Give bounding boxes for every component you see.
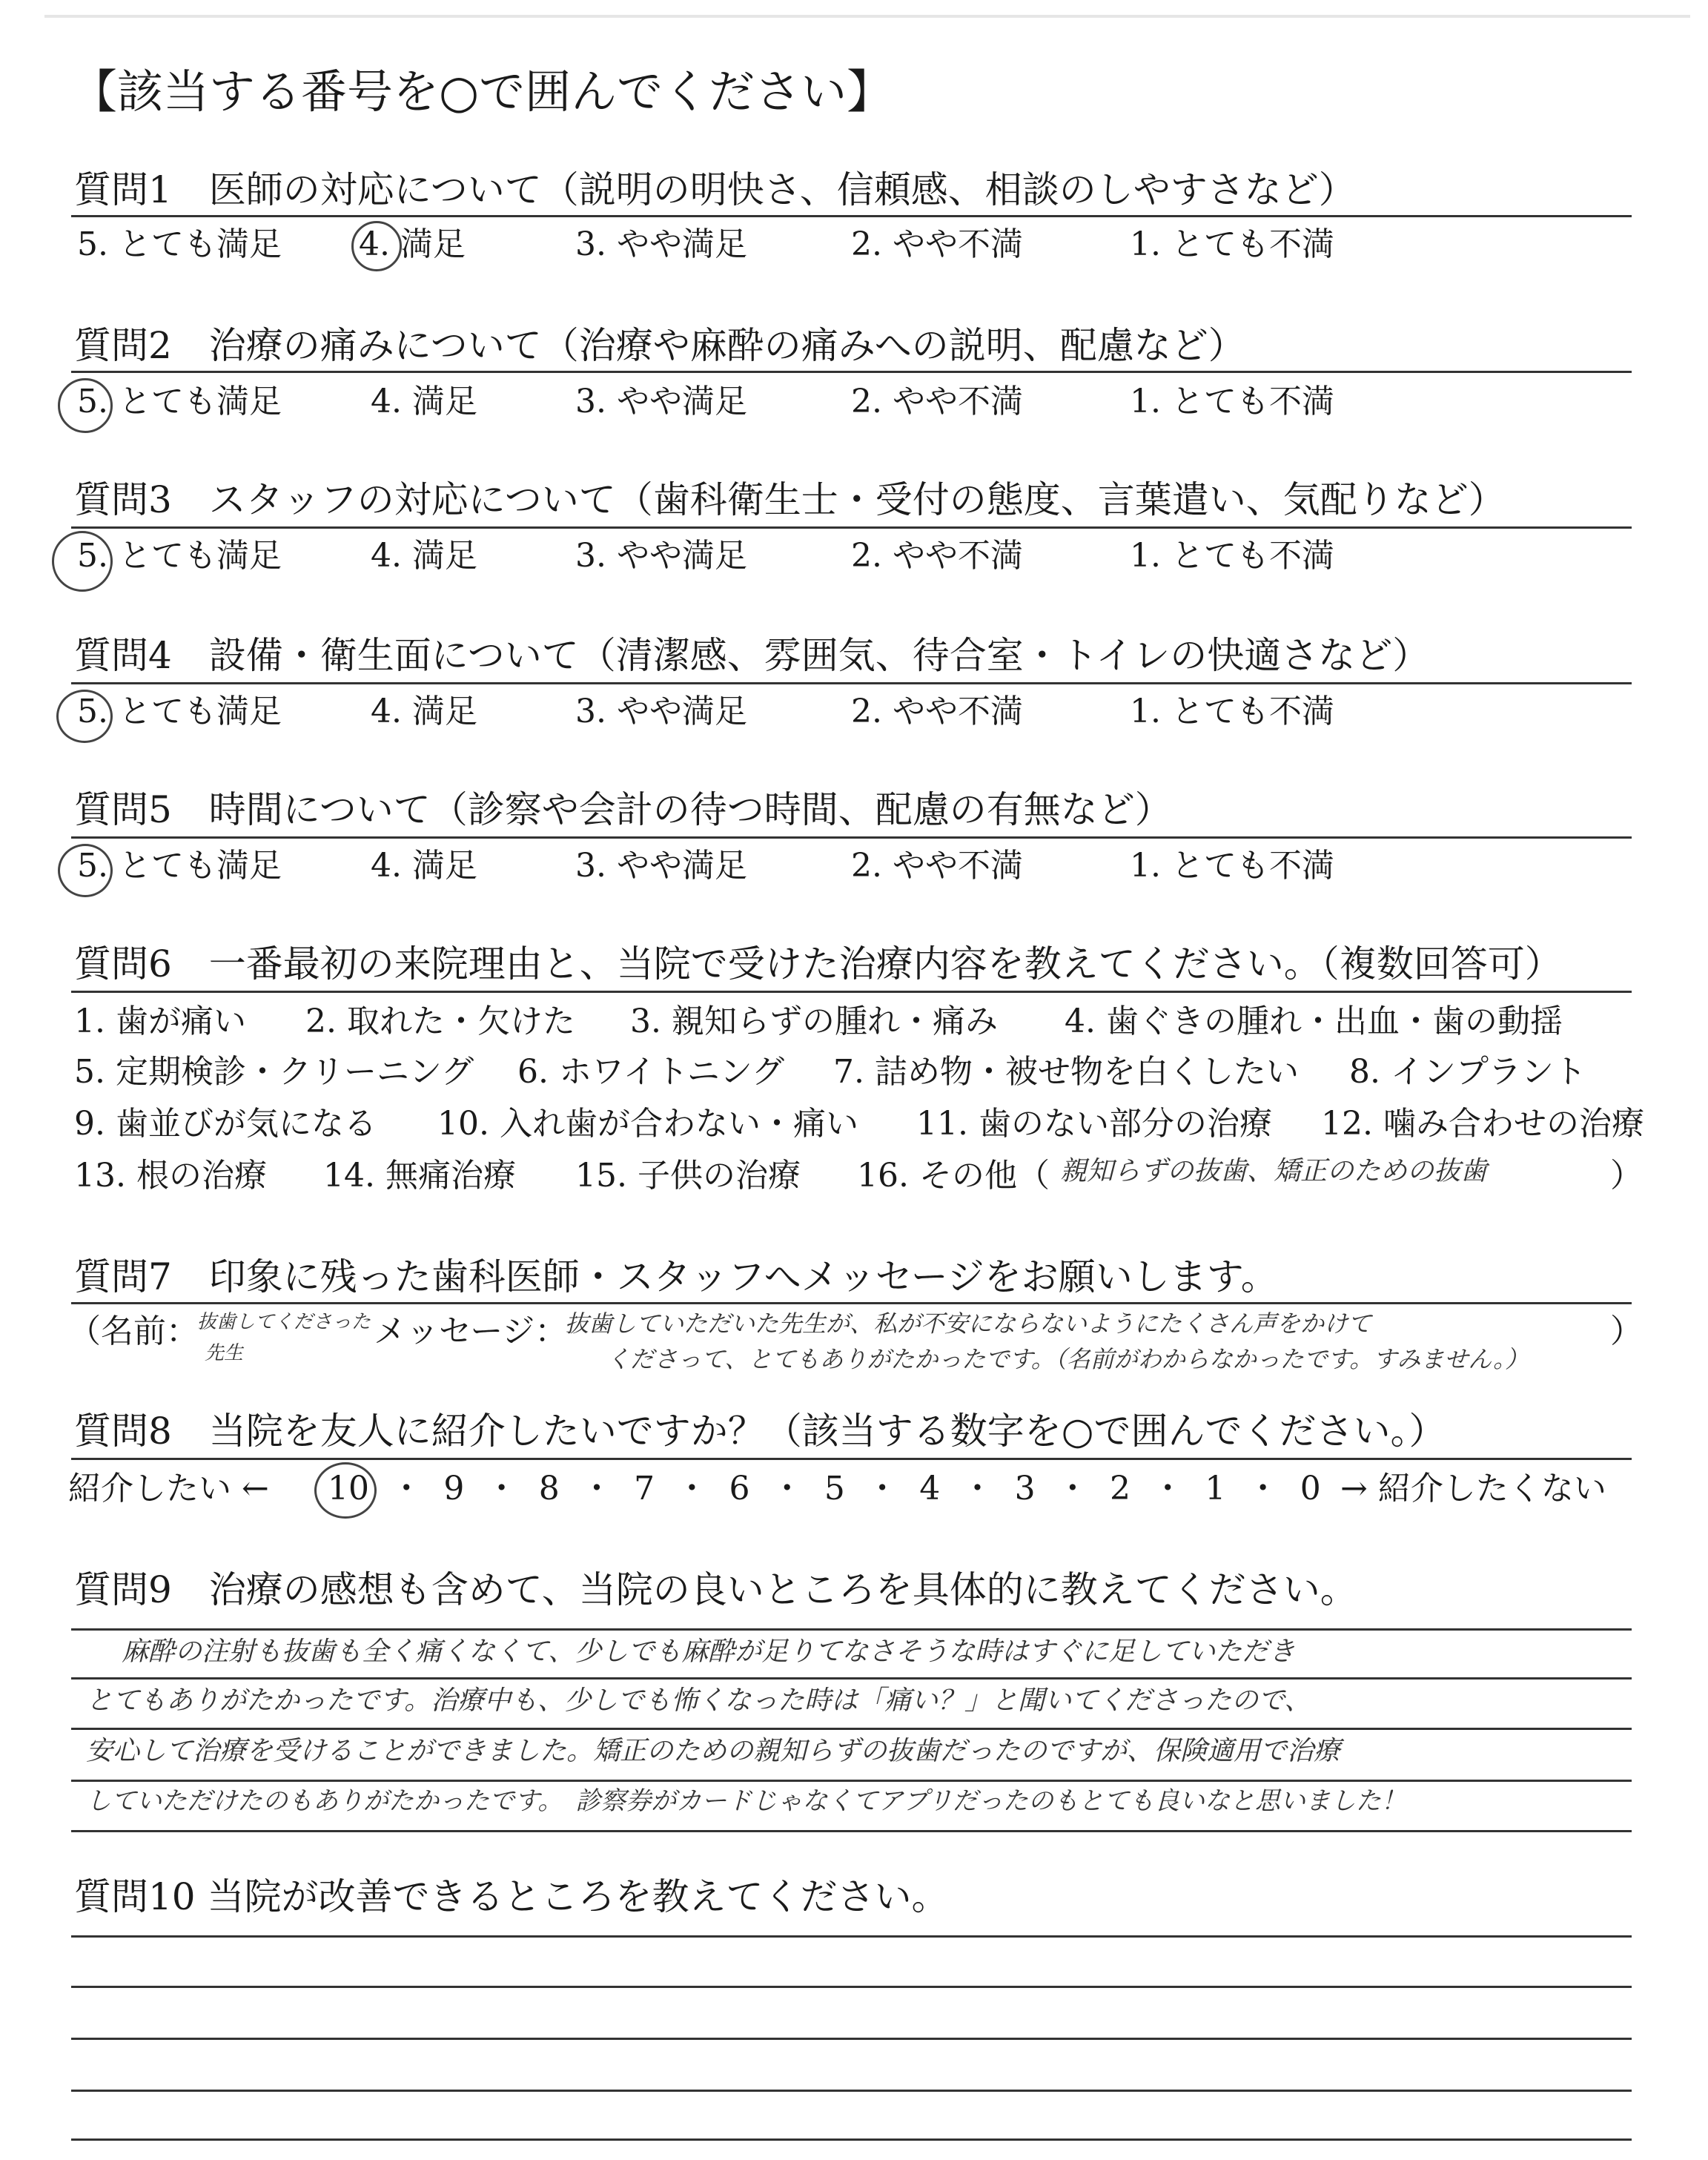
q1-option-4[interactable]: 4. 満足 <box>359 225 466 263</box>
q4-option-3[interactable]: 3. やや満足 <box>575 693 747 730</box>
q5-rule <box>71 836 1632 839</box>
q10-rule-1 <box>71 1935 1632 1938</box>
q5-selected-circle <box>58 844 113 897</box>
q6-other-close: ） <box>1610 1157 1643 1195</box>
q6-option-3[interactable]: 3. 親知らずの腫れ・痛み <box>630 1003 998 1040</box>
q6-option-5[interactable]: 5. 定期検診・クリーニング <box>74 1053 474 1091</box>
q2-title: 質問2 治療の痛みについて（治療や麻酔の痛みへの説明、配慮など） <box>74 324 1245 367</box>
q8-scale-4[interactable]: 4 <box>919 1470 941 1507</box>
q8-scale-dot: ・ <box>485 1470 518 1507</box>
q9-answer-line3[interactable]: 安心して治療を受けることができました。矯正のための親知らずの抜歯だったのですが、保険適用で治療 <box>86 1736 1341 1766</box>
q4-title: 質問4 設備・衛生面について（清潔感、雰囲気、待合室・トイレの快適さなど） <box>74 634 1430 677</box>
q5-option-1[interactable]: 1. とても不満 <box>1130 847 1334 885</box>
q8-scale-dot: ・ <box>1056 1470 1089 1507</box>
q6-option-9[interactable]: 9. 歯並びが気になる <box>74 1105 377 1143</box>
q2-option-1[interactable]: 1. とても不満 <box>1130 383 1334 420</box>
q8-scale-dot: ・ <box>580 1470 613 1507</box>
q7-message-label: メッセージ： <box>374 1312 568 1350</box>
q5-option-2[interactable]: 2. やや不満 <box>851 847 1023 885</box>
q3-option-3[interactable]: 3. やや満足 <box>575 537 747 575</box>
q9-answer-line2[interactable]: とてもありがたかったです。治療中も、少しでも怖くなった時は「痛い？」と聞いてくださったので、 <box>86 1685 1311 1716</box>
q6-option-8[interactable]: 8. インプラント <box>1349 1053 1586 1091</box>
q1-rule <box>71 215 1632 217</box>
q9-rule-4 <box>71 1780 1632 1782</box>
q6-option-7[interactable]: 7. 詰め物・被せ物を白くしたい <box>833 1053 1299 1091</box>
q4-option-2[interactable]: 2. やや不満 <box>851 693 1023 730</box>
q10-rule-4 <box>71 2090 1632 2092</box>
q8-scale-dot: ・ <box>1246 1470 1280 1507</box>
q7-name-label: （名前： <box>68 1312 199 1350</box>
q8-selected-circle <box>314 1462 377 1519</box>
q6-option-16[interactable]: 16. その他（ <box>857 1157 1050 1195</box>
q2-option-5[interactable]: 5. とても満足 <box>77 383 282 420</box>
q4-option-4[interactable]: 4. 満足 <box>371 693 477 730</box>
q6-option-13[interactable]: 13. 根の治療 <box>74 1157 267 1195</box>
q8-scale <box>328 1468 1321 1510</box>
q8-scale-8[interactable]: 8 <box>538 1470 560 1507</box>
q3-option-5[interactable]: 5. とても満足 <box>77 537 282 575</box>
q8-rule <box>71 1458 1632 1460</box>
q8-scale-dot: ・ <box>675 1470 709 1507</box>
q7-close-paren: ） <box>1610 1312 1643 1350</box>
q6-option-15[interactable]: 15. 子供の治療 <box>575 1157 801 1195</box>
q8-scale-dot: ・ <box>770 1470 804 1507</box>
q1-option-2[interactable]: 2. やや不満 <box>851 225 1023 263</box>
q5-option-5[interactable]: 5. とても満足 <box>77 847 282 885</box>
q8-scale-5[interactable]: 5 <box>824 1470 845 1507</box>
q6-option-11[interactable]: 11. 歯のない部分の治療 <box>916 1105 1272 1143</box>
q9-rule-1 <box>71 1628 1632 1631</box>
q9-rule-2 <box>71 1677 1632 1680</box>
q8-scale-1[interactable]: 1 <box>1205 1470 1226 1507</box>
q9-rule-5 <box>71 1830 1632 1832</box>
q7-rule <box>71 1302 1632 1304</box>
q8-scale-6[interactable]: 6 <box>729 1470 750 1507</box>
q9-title: 質問9 治療の感想も含めて、当院の良いところを具体的に教えてください。 <box>74 1568 1357 1611</box>
q6-option-1[interactable]: 1. 歯が痛い <box>74 1003 246 1040</box>
q9-rule-3 <box>71 1728 1632 1730</box>
q7-message-answer-line1[interactable]: 抜歯していただいた先生が、私が不安にならないようにたくさん声をかけて <box>565 1309 1372 1338</box>
q7-message-answer-line2[interactable]: くださって、とてもありがたかったです。（名前がわからなかったです。すみません。） <box>606 1345 1529 1373</box>
q2-selected-circle <box>58 378 113 433</box>
q6-other-answer[interactable]: 親知らずの抜歯、矯正のための抜歯 <box>1060 1156 1488 1186</box>
q8-left-label: 紹介したい ← <box>68 1470 269 1507</box>
q3-rule <box>71 526 1632 529</box>
q8-title: 質問8 当院を友人に紹介したいですか？（該当する数字を○で囲んでください。） <box>74 1410 1446 1453</box>
q8-scale-0[interactable]: 0 <box>1300 1470 1321 1507</box>
q2-option-2[interactable]: 2. やや不満 <box>851 383 1023 420</box>
q6-rule <box>71 991 1632 993</box>
q10-rule-5 <box>71 2138 1632 2141</box>
q9-answer-line4[interactable]: していただけたのもありがたかったです。 診察券がカードじゃなくてアプリだったのもとても良いなと思いました！ <box>86 1786 1406 1816</box>
q8-right-label: → 紹介したくない <box>1340 1470 1606 1507</box>
q7-name-answer-line2[interactable]: 先生 <box>205 1342 244 1364</box>
q8-scale-10[interactable]: 10 <box>328 1470 369 1507</box>
q4-option-5[interactable]: 5. とても満足 <box>77 693 282 730</box>
q2-rule <box>71 371 1632 373</box>
q9-answer-line1[interactable]: 麻酔の注射も抜歯も全く痛くなくて、少しでも麻酔が足りてなさそうな時はすぐに足していただき <box>122 1636 1296 1667</box>
q8-scale-2[interactable]: 2 <box>1110 1470 1131 1507</box>
q6-option-4[interactable]: 4. 歯ぐきの腫れ・出血・歯の動揺 <box>1065 1003 1563 1040</box>
q1-option-5[interactable]: 5. とても満足 <box>77 225 282 263</box>
q3-option-2[interactable]: 2. やや不満 <box>851 537 1023 575</box>
q6-option-6[interactable]: 6. ホワイトニング <box>517 1053 785 1091</box>
q4-selected-circle <box>56 690 113 743</box>
q5-option-3[interactable]: 3. やや満足 <box>575 847 747 885</box>
q8-scale-dot: ・ <box>961 1470 994 1507</box>
q6-option-14[interactable]: 14. 無痛治療 <box>323 1157 516 1195</box>
q8-scale-dot: ・ <box>866 1470 899 1507</box>
q6-option-2[interactable]: 2. 取れた・欠けた <box>305 1003 575 1040</box>
q7-name-answer-line1[interactable]: 抜歯してくださった <box>197 1311 371 1333</box>
q3-selected-circle <box>52 531 113 592</box>
q8-scale-3[interactable]: 3 <box>1014 1470 1036 1507</box>
q5-title: 質問5 時間について（診察や会計の待つ時間、配慮の有無など） <box>74 788 1172 831</box>
q2-option-3[interactable]: 3. やや満足 <box>575 383 747 420</box>
q4-option-1[interactable]: 1. とても不満 <box>1130 693 1334 730</box>
q8-scale-7[interactable]: 7 <box>634 1470 655 1507</box>
q8-scale-dot: ・ <box>390 1470 423 1507</box>
q5-option-4[interactable]: 4. 満足 <box>371 847 477 885</box>
q3-title: 質問3 スタッフの対応について（歯科衛生士・受付の態度、言葉遣い、気配りなど） <box>74 478 1506 521</box>
q10-rule-2 <box>71 1986 1632 1988</box>
q8-scale-9[interactable]: 9 <box>443 1470 465 1507</box>
q7-title: 質問7 印象に残った歯科医師・スタッフへメッセージをお願いします。 <box>74 1255 1278 1298</box>
q2-option-4[interactable]: 4. 満足 <box>371 383 477 420</box>
q3-option-4[interactable]: 4. 満足 <box>371 537 477 575</box>
q6-option-12[interactable]: 12. 噛み合わせの治療 <box>1321 1105 1644 1143</box>
page-top-edge <box>44 15 1690 18</box>
q4-rule <box>71 682 1632 684</box>
q3-option-1[interactable]: 1. とても不満 <box>1130 537 1334 575</box>
q6-option-10[interactable]: 10. 入れ歯が合わない・痛い <box>437 1105 858 1143</box>
q10-rule-3 <box>71 2038 1632 2040</box>
instruction-heading: 【該当する番号を○で囲んでください】 <box>71 65 893 119</box>
q10-title: 質問10 当院が改善できるところを教えてください。 <box>74 1875 949 1918</box>
q1-option-3[interactable]: 3. やや満足 <box>575 225 747 263</box>
q6-title: 質問6 一番最初の来院理由と、当院で受けた治療内容を教えてください。（複数回答可） <box>74 942 1562 985</box>
q8-scale-dot: ・ <box>1151 1470 1185 1507</box>
q1-option-1[interactable]: 1. とても不満 <box>1130 225 1334 263</box>
q1-title: 質問1 医師の対応について（説明の明快さ、信頼感、相談のしやすさなど） <box>74 168 1356 211</box>
q1-selected-circle <box>351 221 402 271</box>
